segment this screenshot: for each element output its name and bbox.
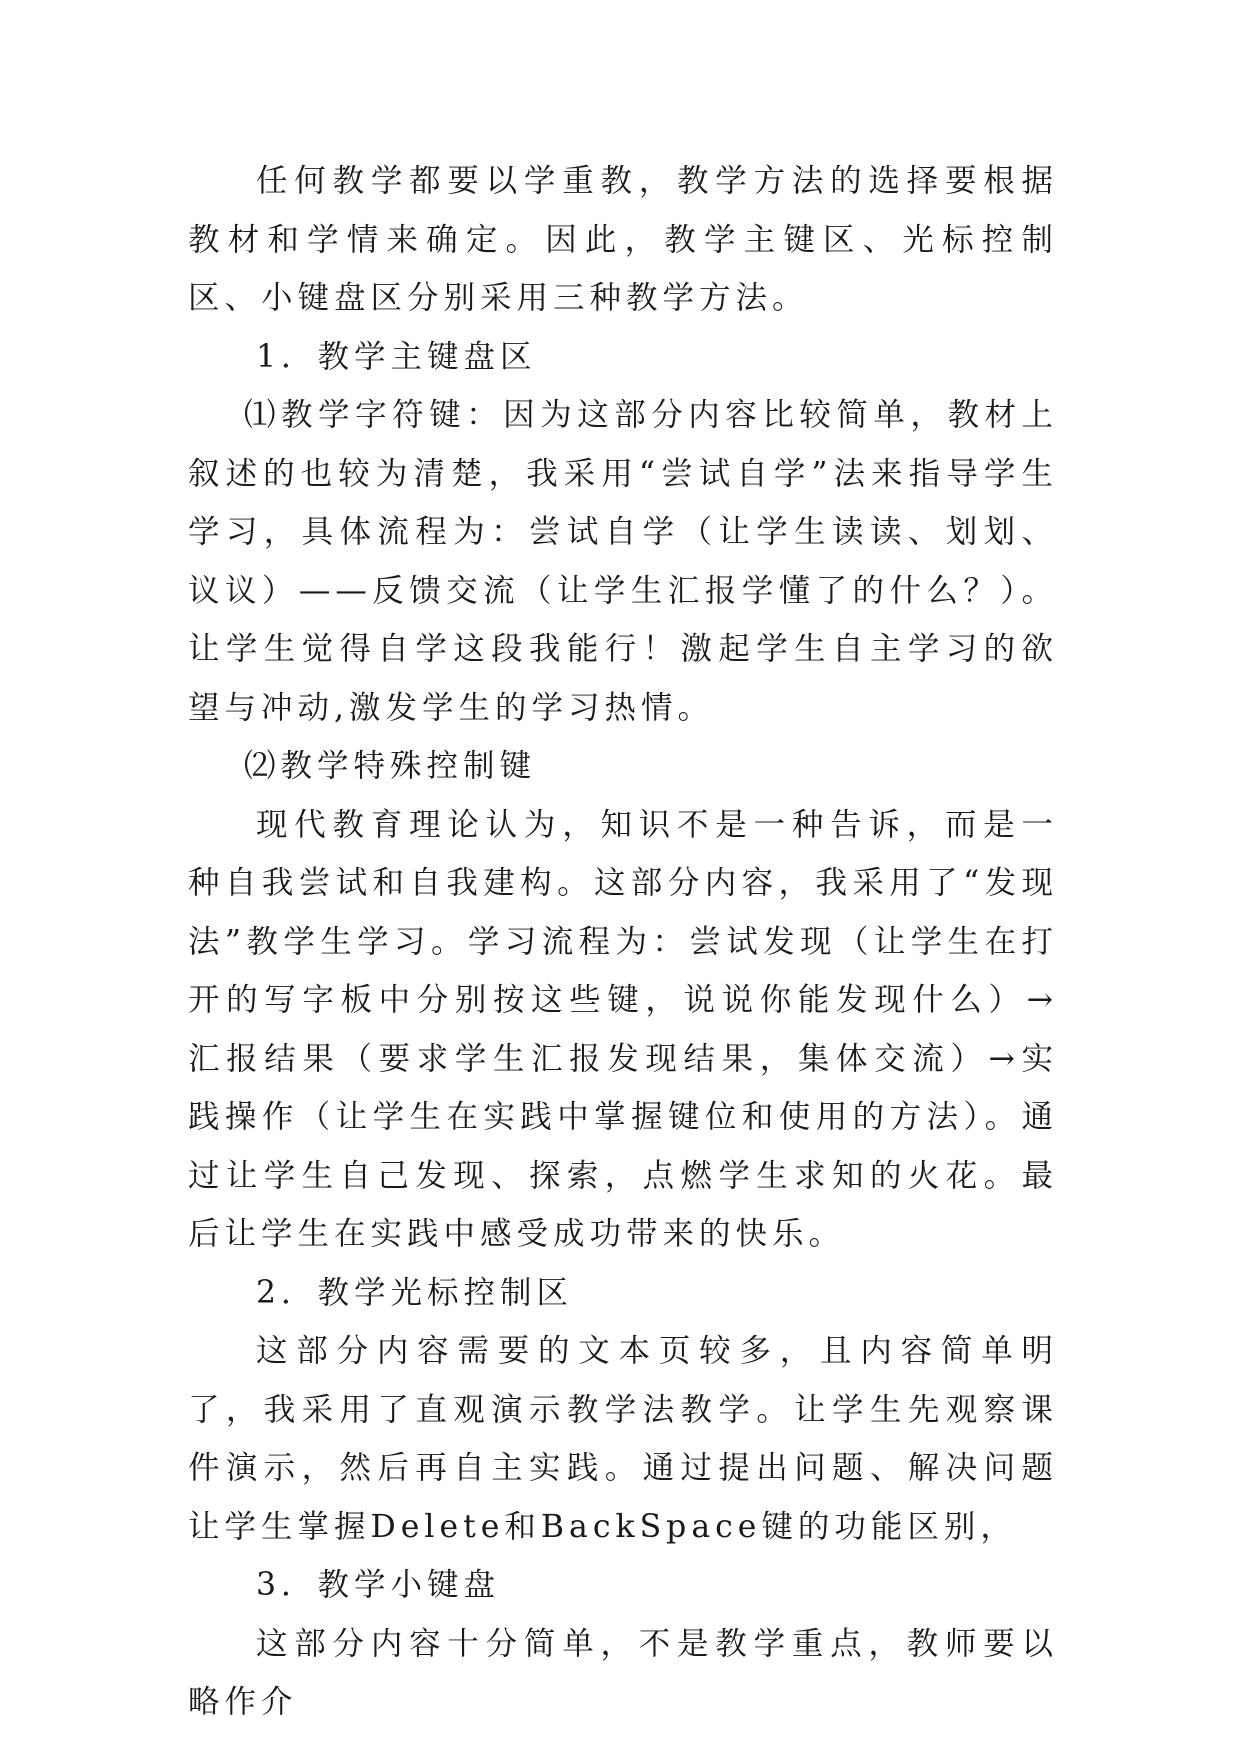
section-2-paragraph: 这部分内容需要的文本页较多，且内容简单明了，我采用了直观演示教学法教学。让学生先观察课件演示，然后再自主实践。通过提出问题、解决问题让学生掌握Delete和BackSpace键的功能区别， [188,1333,1058,1545]
section-1-item-2-heading: ⑵教学特殊控制键 [244,748,537,784]
section-3-paragraph: 这部分内容十分简单，不是教学重点，教师要以略作介 [188,1625,1058,1720]
section-3-heading: 3．教学小键盘 [256,1567,501,1603]
intro-paragraph: 任何教学都要以学重教，教学方法的选择要根据教材和学情来确定。因此，教学主键区、光标控制区、小键盘区分别采用三种教学方法。 [188,163,1058,316]
section-1-heading: 1．教学主键盘区 [256,338,537,375]
document-body [188,152,1058,1732]
section-1-item-1-paragraph: ⑴教学字符键：因为这部分内容比较简单，教材上叙述的也较为清楚，我采用“尝试自学”法来指导学生学习，具体流程为：尝试自学（让学生读读、划划、议议）——反馈交流（让学生汇报学懂了的什么？）。让学生觉得自学这段我能行！激起学生自主学习的欲望与冲动,激发学生的学习热情。 [188,397,1058,726]
section-1-item-2-paragraph: 现代教育理论认为，知识不是一种告诉，而是一种自我尝试和自我建构。这部分内容，我采用了“发现法”教学生学习。学习流程为：尝试发现（让学生在打开的写字板中分别按这些键，说说你能发现什么）→汇报结果（要求学生汇报发现结果，集体交流）→实践操作（让学生在实践中掌握键位和使用的方法）。通过让学生自己发现、探索，点燃学生求知的火花。最后让学生在实践中感受成功带来的快乐。 [188,806,1058,1252]
section-2-heading: 2．教学光标控制区 [256,1274,574,1311]
